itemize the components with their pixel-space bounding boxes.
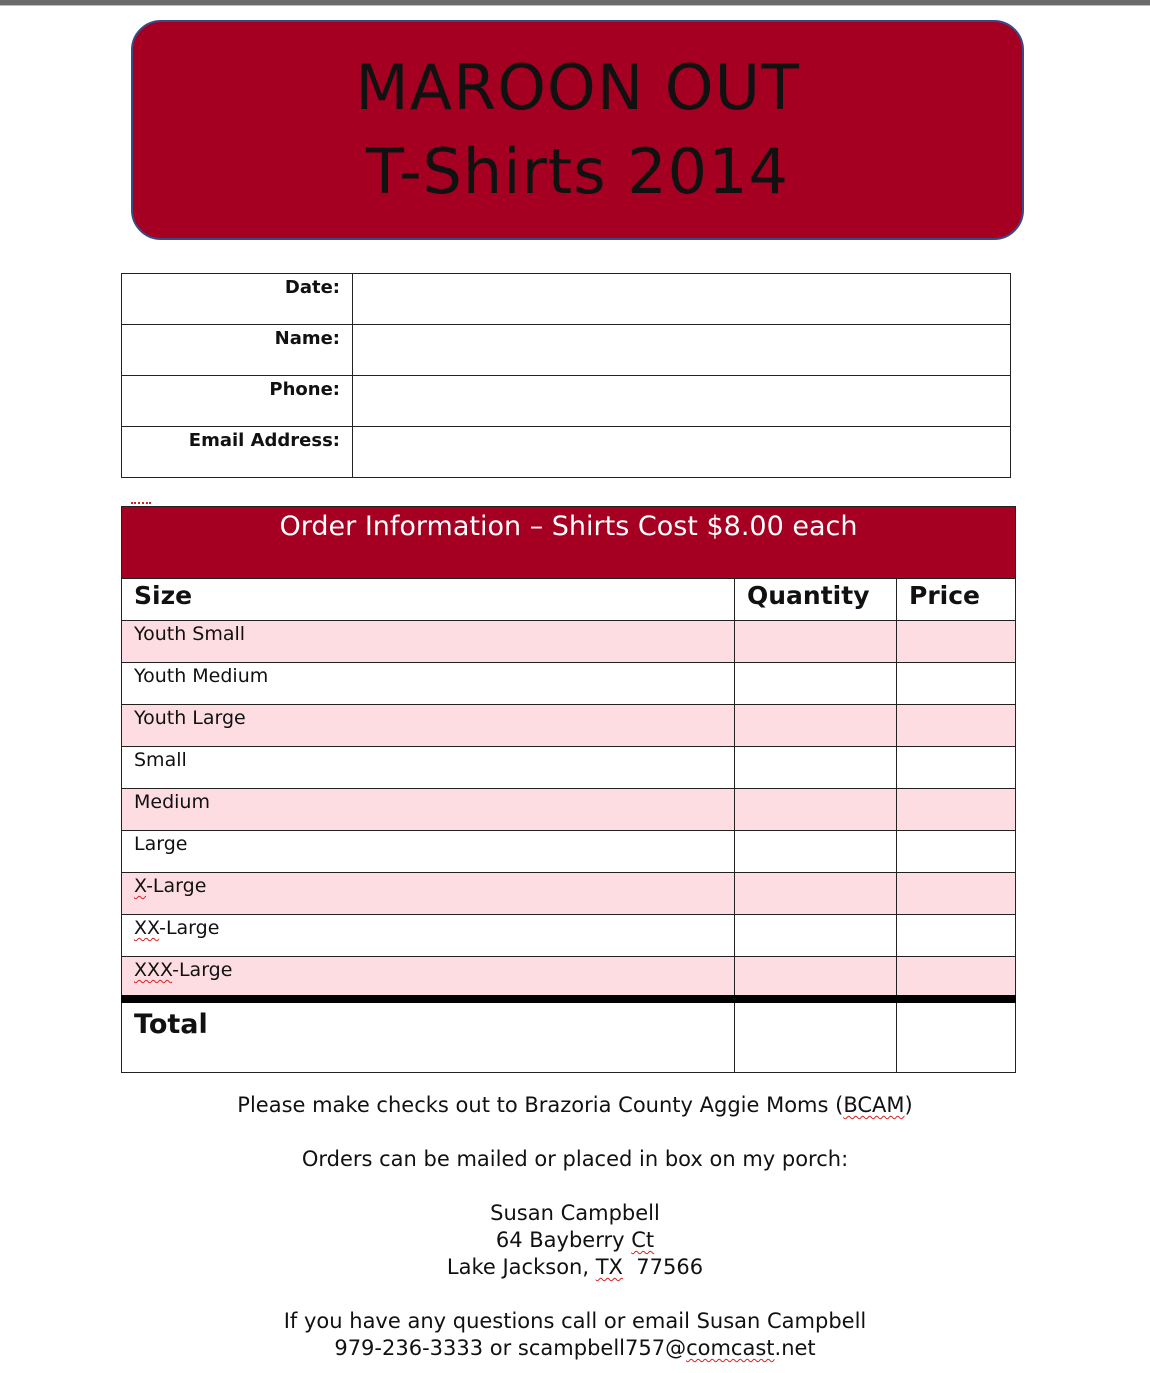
price-cell[interactable] [897,705,1016,747]
info-row-name [122,325,1011,376]
email-field[interactable] [353,427,1011,478]
contact-name: Susan Campbell [490,1201,660,1225]
size-cell: Medium [122,789,735,831]
date-field[interactable] [353,274,1011,325]
size-cell [122,957,735,999]
email-label: Email Address: [122,427,353,478]
banner-title-line1: MAROON OUT [355,51,800,124]
checks-text: Please make checks out to Brazoria County Aggie Moms ( [237,1093,844,1117]
size-suffix: -Large [159,917,220,939]
order-header-row [122,579,1016,621]
table-row [122,831,1016,873]
footer-instructions [0,1092,1150,1362]
quantity-cell[interactable] [735,705,897,747]
bcam-abbr: BCAM [843,1093,905,1117]
price-cell[interactable] [897,957,1016,999]
price-header: Price [897,579,1016,621]
quantity-cell[interactable] [735,873,897,915]
title-banner [131,20,1024,240]
size-cell: Youth Medium [122,663,735,705]
email-domain: comcast [686,1336,775,1360]
orders-line: Orders can be mailed or placed in box on my porch: [301,1147,849,1171]
size-cell: Youth Small [122,621,735,663]
size-cell: Large [122,831,735,873]
phone-field[interactable] [353,376,1011,427]
size-cell: Youth Large [122,705,735,747]
zip-code: 77566 [622,1255,704,1279]
city-line [0,1254,1150,1281]
price-cell[interactable] [897,915,1016,957]
name-field[interactable] [353,325,1011,376]
info-row-phone [122,376,1011,427]
info-row-date [122,274,1011,325]
order-title: Order Information – Shirts Cost $8.00 each [122,507,1016,579]
phone-email-text: 979-236-3333 or scampbell757@ [334,1336,687,1360]
price-cell[interactable] [897,873,1016,915]
quantity-cell[interactable] [735,957,897,999]
table-row [122,621,1016,663]
table-row [122,663,1016,705]
window-top-border [0,0,1150,6]
table-row [122,705,1016,747]
price-cell[interactable] [897,663,1016,705]
quantity-header: Quantity [735,579,897,621]
quantity-cell[interactable] [735,789,897,831]
state-abbr: TX [595,1255,623,1279]
quantity-cell[interactable] [735,831,897,873]
questions-line: If you have any questions call or email Susan Campbell [283,1309,867,1333]
size-cell [122,873,735,915]
phone-label: Phone: [122,376,353,427]
size-suffix: -Large [146,875,207,897]
quantity-cell[interactable] [735,663,897,705]
size-header: Size [122,579,735,621]
total-quantity-cell[interactable] [735,999,897,1073]
checks-close: ) [904,1093,913,1117]
quantity-cell[interactable] [735,915,897,957]
price-cell[interactable] [897,831,1016,873]
price-cell[interactable] [897,747,1016,789]
banner-title-line2: T-Shirts 2014 [365,135,790,208]
table-row [122,789,1016,831]
order-title-row [122,507,1016,579]
contact-line [0,1335,1150,1362]
name-label: Name: [122,325,353,376]
table-row [122,747,1016,789]
contact-info-table [121,273,1011,478]
total-row [122,999,1016,1073]
table-row [122,957,1016,999]
street-text: 64 Bayberry [495,1228,632,1252]
checks-line [0,1092,1150,1119]
price-cell[interactable] [897,789,1016,831]
quantity-cell[interactable] [735,747,897,789]
table-row [122,915,1016,957]
email-tld: .net [774,1336,816,1360]
price-cell[interactable] [897,621,1016,663]
size-cell: Small [122,747,735,789]
order-table [121,506,1016,1073]
table-row [122,873,1016,915]
date-label: Date: [122,274,353,325]
size-prefix: XXX [134,959,173,981]
street-line [0,1227,1150,1254]
total-label: Total [122,999,735,1073]
city-text: Lake Jackson, [446,1255,596,1279]
street-abbr: Ct [631,1228,655,1252]
total-price-cell[interactable] [897,999,1016,1073]
size-suffix: -Large [172,959,233,981]
info-row-email [122,427,1011,478]
quantity-cell[interactable] [735,621,897,663]
size-cell [122,915,735,957]
size-prefix: X [134,875,147,897]
size-prefix: XX [134,917,160,939]
